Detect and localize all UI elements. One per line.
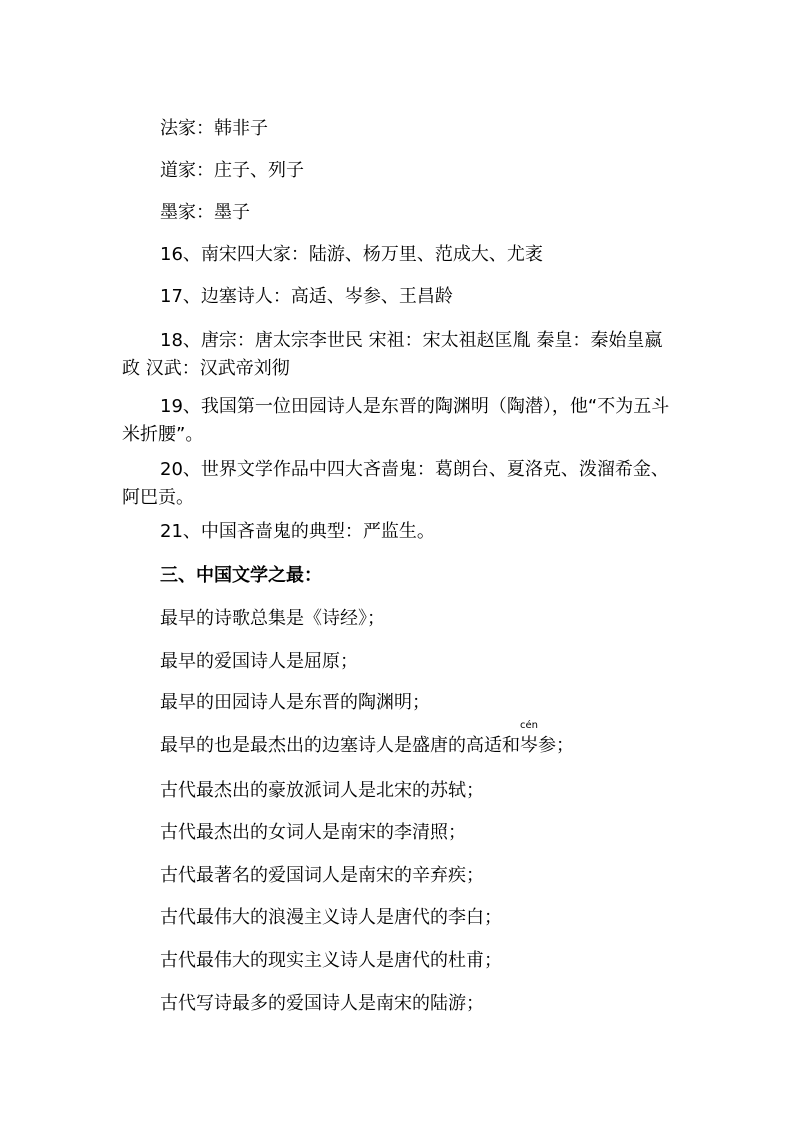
item-19: 19、我国第一位田园诗人是东晋的陶渊明（陶潜），他“不为五斗米折腰”。 — [122, 396, 670, 445]
ruby-base-char: 岑 — [520, 735, 538, 756]
zui-5: 古代最杰出的豪放派词人是北宋的苏轼； — [160, 780, 484, 801]
zui-10: 古代写诗最多的爱国诗人是南宋的陆游； — [160, 993, 484, 1014]
zui-7: 古代最著名的爱国词人是南宋的辛弃疾； — [160, 865, 484, 886]
line-daojia: 道家：庄子、列子 — [160, 160, 304, 181]
zui-9: 古代最伟大的现实主义诗人是唐代的杜甫； — [160, 950, 502, 971]
item-20: 20、世界文学作品中四大吝啬鬼：葛朗台、夏洛克、泼溜希金、阿巴贡。 — [122, 459, 669, 508]
line-fajia: 法家：韩非子 — [160, 118, 268, 139]
zui-2: 最早的爱国诗人是屈原； — [160, 651, 358, 672]
item-18: 18、唐宗：唐太宗李世民 宋祖：宋太祖赵匡胤 秦皇：秦始皇嬴政 汉武：汉武帝刘彻 — [122, 330, 663, 379]
pinyin-cen: cén — [520, 720, 538, 731]
item-17: 17、边塞诗人：高适、岑参、王昌龄 — [160, 286, 453, 307]
line-mojia: 墨家：墨子 — [160, 202, 250, 223]
zui-1: 最早的诗歌总集是《诗经》； — [160, 608, 385, 629]
item-16: 16、南宋四大家：陆游、杨万里、范成大、尤袤 — [160, 244, 543, 265]
zui-4 — [160, 720, 574, 758]
ruby-annotation — [520, 720, 538, 758]
zui-4-text-after: 参； — [538, 735, 574, 756]
zui-3: 最早的田园诗人是东晋的陶渊明； — [160, 692, 430, 713]
zui-8: 古代最伟大的浪漫主义诗人是唐代的李白； — [160, 907, 502, 928]
zui-6: 古代最杰出的女词人是南宋的李清照； — [160, 822, 466, 843]
item-21: 21、中国吝啬鬼的典型：严监生。 — [160, 521, 435, 542]
zui-4-text-before: 最早的也是最杰出的边塞诗人是盛唐的高适和 — [160, 735, 520, 756]
section-heading: 三、中国文学之最： — [160, 565, 322, 586]
